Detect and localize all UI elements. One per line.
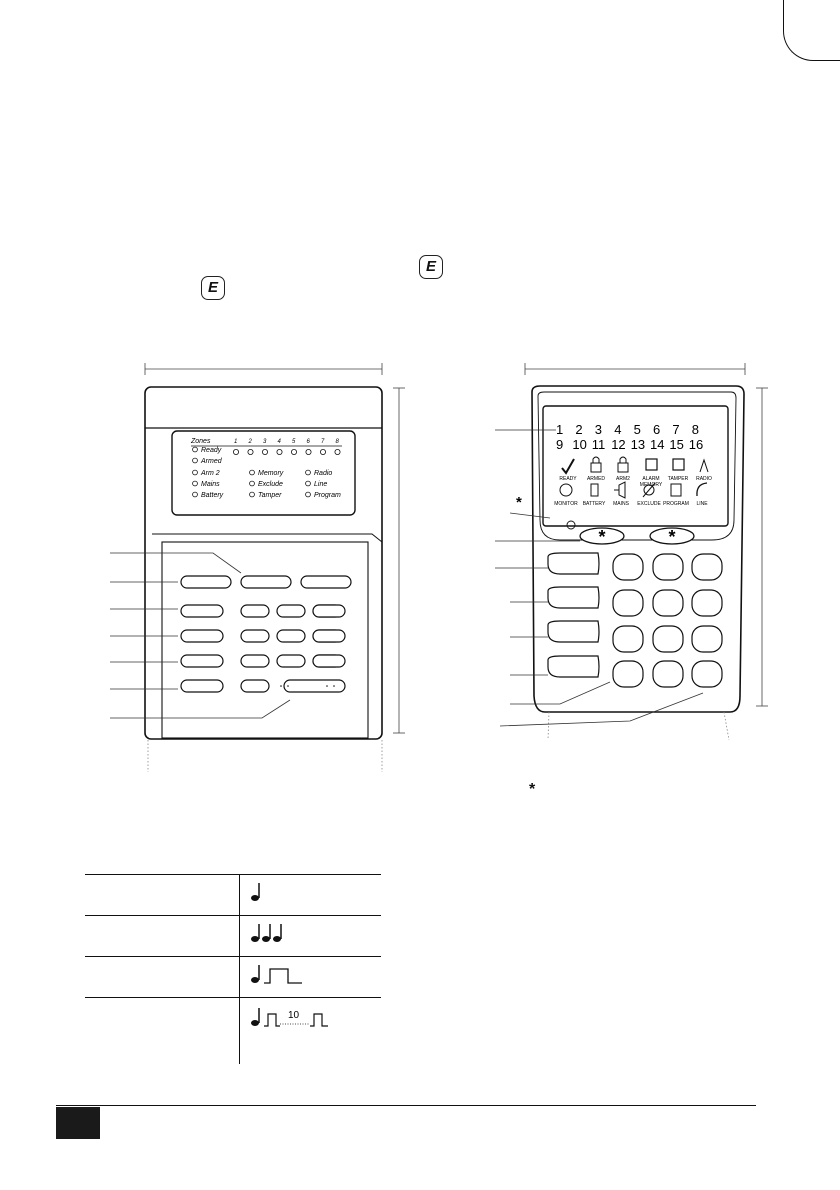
tone-table: [85, 874, 381, 1064]
tone-pulse-icon: [250, 963, 330, 985]
function-key: [548, 587, 599, 608]
e-key-icon: E: [201, 276, 225, 300]
number-key: [613, 661, 643, 687]
number-key: [277, 630, 305, 642]
number-key: [653, 626, 683, 652]
table-row: [85, 957, 381, 998]
function-key: [548, 621, 599, 642]
function-key: [548, 553, 599, 574]
zone-number: 1: [234, 439, 238, 445]
zone-digit: 12: [611, 437, 626, 452]
number-key: [277, 655, 305, 667]
icon-label: MEMORY: [639, 482, 663, 488]
function-key: [181, 576, 231, 588]
table-row: [85, 916, 381, 957]
zone-digit: 6: [653, 422, 661, 437]
zone-digit: 10: [572, 437, 587, 452]
star-key-symbol: *: [598, 527, 606, 547]
table-row: [85, 875, 381, 916]
number-key: [277, 605, 305, 617]
function-key: [181, 655, 223, 667]
status-label: Armed: [201, 458, 222, 465]
number-key: [241, 630, 269, 642]
number-key: [613, 626, 643, 652]
status-label: Radio: [314, 470, 333, 477]
zone-digit: 5: [633, 422, 641, 437]
led-keypad-illustration: [100, 355, 410, 775]
zone-digit: 7: [672, 422, 680, 437]
zone-digit: 15: [669, 437, 684, 452]
zone-number: 2: [248, 439, 252, 445]
status-label: Memory: [258, 470, 284, 477]
number-key: [613, 554, 643, 580]
number-key: [613, 590, 643, 616]
number-key: [692, 661, 722, 687]
status-label: Battery: [201, 492, 224, 499]
star-symbol: *: [516, 494, 522, 511]
status-label: Mains: [201, 481, 220, 488]
icon-label: BATTERY: [582, 501, 606, 507]
icon-label: LINE: [696, 501, 708, 507]
function-key: [241, 576, 291, 588]
number-key: [653, 661, 683, 687]
zone-number: 7: [321, 439, 325, 445]
status-label: Arm 2: [201, 470, 220, 477]
number-key: [692, 554, 722, 580]
e-key-icon: E: [419, 255, 443, 279]
icon-label: READY: [559, 476, 577, 482]
icon-label: ARMED: [586, 476, 606, 482]
icon-label: RADIO: [696, 476, 712, 482]
zone-digit: 2: [575, 422, 583, 437]
number-key: [692, 626, 722, 652]
number-key: [692, 590, 722, 616]
star-key-symbol: *: [668, 527, 676, 547]
star-symbol: *: [529, 781, 536, 798]
zone-number: 5: [292, 439, 296, 445]
single-tone-icon: [250, 881, 330, 903]
number-key: [653, 590, 683, 616]
icon-label: MAINS: [613, 501, 629, 507]
zone-digit: 14: [650, 437, 665, 452]
lcd-keypad-illustration: [495, 355, 780, 745]
number-key: [241, 680, 269, 692]
table-row: [85, 998, 381, 1065]
status-label: Ready: [201, 447, 222, 454]
icon-label: ALARM: [642, 476, 660, 482]
status-label: Tamper: [258, 492, 282, 499]
zone-digit: 3: [594, 422, 603, 437]
triple-tone-icon: [250, 922, 330, 944]
zones-label: Zones: [191, 438, 211, 445]
zone-number: 3: [263, 439, 267, 445]
number-key: [241, 655, 269, 667]
zone-digit: 8: [691, 422, 700, 437]
zone-number: 4: [277, 439, 281, 445]
footer-rule: [56, 1105, 756, 1106]
number-key: [313, 605, 345, 617]
function-key: [548, 656, 599, 677]
number-key: [653, 554, 683, 580]
status-label: Exclude: [258, 481, 283, 488]
page-corner-decoration: [783, 0, 840, 61]
zone-digit: 1: [556, 422, 564, 437]
page-number-box: [56, 1107, 100, 1139]
zone-number: 6: [306, 439, 310, 445]
number-key: [241, 605, 269, 617]
zone-digit: 11: [591, 437, 606, 452]
number-key: [313, 630, 345, 642]
icon-label: ARM2: [616, 476, 630, 482]
icon-label: EXCLUDE: [637, 501, 661, 507]
zone-digit: 16: [688, 437, 704, 452]
status-label: Program: [314, 492, 341, 499]
function-key: [181, 680, 223, 692]
status-label: Line: [314, 481, 328, 488]
icon-label: MONITOR: [554, 501, 578, 507]
icon-label: PROGRAM: [663, 501, 689, 507]
function-key: [181, 605, 223, 617]
number-key: [313, 655, 345, 667]
function-key: [301, 576, 351, 588]
repeat-interval: 10: [288, 1010, 300, 1021]
tone-repeat-pulse-icon: [250, 1004, 340, 1028]
function-key: [181, 630, 223, 642]
zone-digit: 4: [614, 422, 622, 437]
zone-number: 8: [335, 439, 339, 445]
number-key: [284, 680, 345, 692]
icon-label: TAMPER: [667, 476, 689, 482]
zone-digit: 13: [630, 437, 646, 452]
zone-digit: 9: [556, 437, 564, 452]
